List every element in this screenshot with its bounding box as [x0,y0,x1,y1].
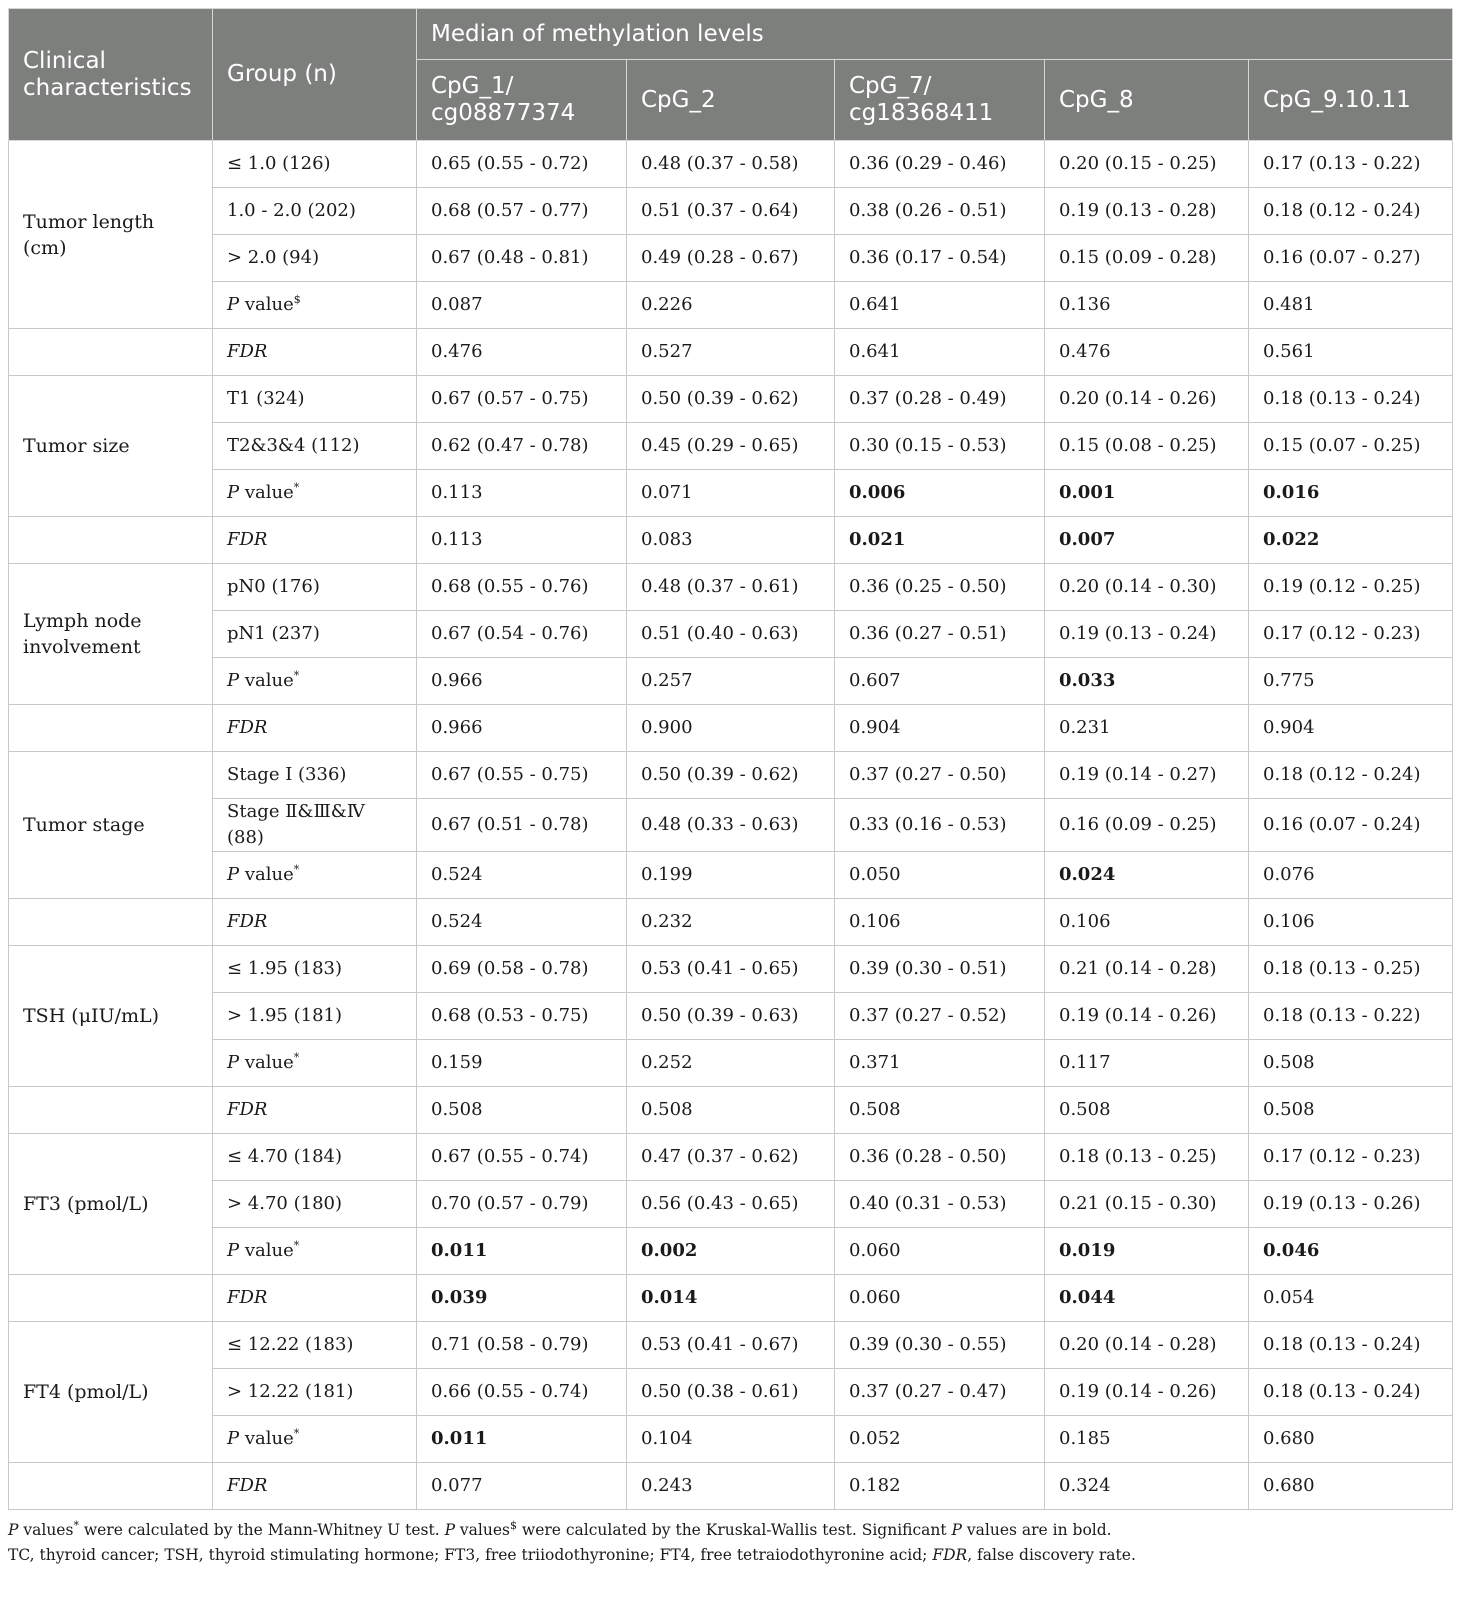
category-label: Tumor length (cm) [9,141,213,329]
fdr-label: FDR [213,1087,417,1134]
fdr-value: 0.324 [1045,1463,1249,1510]
header-clinical: Clinical characteristics [9,9,213,141]
table-row [9,993,1453,1040]
fdr-value: 0.508 [835,1087,1045,1134]
median-value: 0.15 (0.09 - 0.28) [1045,235,1249,282]
median-value: 0.48 (0.37 - 0.61) [627,564,835,611]
median-value: 0.47 (0.37 - 0.62) [627,1134,835,1181]
median-value: 0.67 (0.57 - 0.75) [417,376,627,423]
p-value-word: value [239,1240,294,1261]
p-value-row [9,282,1453,329]
p-value-row [9,470,1453,517]
p-letter: P [227,1428,240,1449]
fdr-label: FDR [213,1463,417,1510]
fdr-empty-cell [9,1087,213,1134]
p-value: 0.199 [627,852,835,899]
fdr-value: 0.904 [1249,705,1453,752]
p-value-label [213,658,417,705]
p-value: 0.966 [417,658,627,705]
fdr-label: FDR [213,1275,417,1322]
p-value: 0.006 [835,470,1045,517]
footnote-line-1 [8,1518,1452,1543]
median-value: 0.71 (0.58 - 0.79) [417,1322,627,1369]
footnote-text: , false discovery rate. [967,1546,1136,1564]
p-letter: P [227,864,240,885]
p-mark: * [293,1239,300,1252]
fdr-value: 0.641 [835,329,1045,376]
group-label: pN0 (176) [213,564,417,611]
footnote-text: P [951,1521,962,1539]
median-value: 0.67 (0.55 - 0.74) [417,1134,627,1181]
p-value-label [213,470,417,517]
median-value: 0.20 (0.14 - 0.30) [1045,564,1249,611]
median-value: 0.19 (0.13 - 0.26) [1249,1181,1453,1228]
category-label: Tumor stage [9,752,213,899]
table-row [9,1181,1453,1228]
fdr-value: 0.021 [835,517,1045,564]
p-value: 0.257 [627,658,835,705]
fdr-value: 0.900 [627,705,835,752]
fdr-value: 0.476 [1045,329,1249,376]
median-value: 0.39 (0.30 - 0.55) [835,1322,1045,1369]
median-value: 0.15 (0.08 - 0.25) [1045,423,1249,470]
median-value: 0.66 (0.55 - 0.74) [417,1369,627,1416]
median-value: 0.67 (0.54 - 0.76) [417,611,627,658]
header-cpg: CpG_2 [627,60,835,141]
p-value: 0.524 [417,852,627,899]
median-value: 0.36 (0.27 - 0.51) [835,611,1045,658]
p-value: 0.011 [417,1228,627,1275]
median-value: 0.19 (0.13 - 0.28) [1045,188,1249,235]
p-value-label [213,1416,417,1463]
table-row [9,423,1453,470]
fdr-empty-cell [9,1275,213,1322]
median-value: 0.51 (0.40 - 0.63) [627,611,835,658]
table-row [9,141,1453,188]
median-value: 0.18 (0.13 - 0.25) [1045,1134,1249,1181]
group-label: T2&3&4 (112) [213,423,417,470]
p-value-word: value [239,294,294,315]
p-value: 0.076 [1249,852,1453,899]
p-value: 0.508 [1249,1040,1453,1087]
p-mark: * [293,481,300,494]
fdr-value: 0.039 [417,1275,627,1322]
median-value: 0.30 (0.15 - 0.53) [835,423,1045,470]
p-letter: P [227,294,240,315]
fdr-value: 0.182 [835,1463,1045,1510]
p-value: 0.185 [1045,1416,1249,1463]
category-label: FT3 (pmol/L) [9,1134,213,1275]
p-value: 0.641 [835,282,1045,329]
fdr-value: 0.014 [627,1275,835,1322]
group-label: > 12.22 (181) [213,1369,417,1416]
median-value: 0.50 (0.38 - 0.61) [627,1369,835,1416]
p-value-row [9,658,1453,705]
p-value-row [9,1040,1453,1087]
p-value: 0.087 [417,282,627,329]
table-row [9,564,1453,611]
median-value: 0.68 (0.53 - 0.75) [417,993,627,1040]
p-value-label [213,1040,417,1087]
median-value: 0.62 (0.47 - 0.78) [417,423,627,470]
median-value: 0.36 (0.29 - 0.46) [835,141,1045,188]
median-value: 0.36 (0.25 - 0.50) [835,564,1045,611]
median-value: 0.17 (0.13 - 0.22) [1249,141,1453,188]
fdr-value: 0.044 [1045,1275,1249,1322]
p-value: 0.481 [1249,282,1453,329]
p-mark: $ [293,293,301,306]
median-value: 0.18 (0.13 - 0.22) [1249,993,1453,1040]
fdr-row [9,1463,1453,1510]
p-value: 0.011 [417,1416,627,1463]
median-value: 0.21 (0.14 - 0.28) [1045,946,1249,993]
footnote-text: P [444,1521,455,1539]
fdr-value: 0.561 [1249,329,1453,376]
median-value: 0.18 (0.12 - 0.24) [1249,752,1453,799]
p-value: 0.113 [417,470,627,517]
p-value: 0.252 [627,1040,835,1087]
median-value: 0.37 (0.27 - 0.52) [835,993,1045,1040]
fdr-value: 0.476 [417,329,627,376]
table-row [9,799,1453,852]
p-mark: * [293,1051,300,1064]
median-value: 0.48 (0.37 - 0.58) [627,141,835,188]
p-mark: * [293,669,300,682]
p-value-word: value [239,1052,294,1073]
fdr-empty-cell [9,329,213,376]
group-label: T1 (324) [213,376,417,423]
p-value-word: value [239,482,294,503]
fdr-label: FDR [213,517,417,564]
median-value: 0.18 (0.13 - 0.24) [1249,1322,1453,1369]
fdr-value: 0.106 [1045,899,1249,946]
group-label: Stage Ⅱ&Ⅲ&Ⅳ (88) [213,799,417,852]
group-label: pN1 (237) [213,611,417,658]
fdr-value: 0.508 [627,1087,835,1134]
fdr-value: 0.524 [417,899,627,946]
group-label: > 1.95 (181) [213,993,417,1040]
median-value: 0.19 (0.14 - 0.26) [1045,993,1249,1040]
p-value: 0.117 [1045,1040,1249,1087]
p-value-label [213,282,417,329]
table-row [9,235,1453,282]
p-value-word: value [239,670,294,691]
p-value: 0.371 [835,1040,1045,1087]
median-value: 0.16 (0.07 - 0.27) [1249,235,1453,282]
table-row [9,1322,1453,1369]
median-value: 0.19 (0.14 - 0.27) [1045,752,1249,799]
median-value: 0.20 (0.15 - 0.25) [1045,141,1249,188]
footnote-text: were calculated by the Mann-Whitney U test. [78,1521,445,1539]
fdr-value: 0.966 [417,705,627,752]
fdr-row [9,517,1453,564]
median-value: 0.49 (0.28 - 0.67) [627,235,835,282]
median-value: 0.68 (0.57 - 0.77) [417,188,627,235]
median-value: 0.33 (0.16 - 0.53) [835,799,1045,852]
fdr-value: 0.508 [1249,1087,1453,1134]
median-value: 0.36 (0.17 - 0.54) [835,235,1045,282]
median-value: 0.21 (0.15 - 0.30) [1045,1181,1249,1228]
footnote [8,1518,1452,1568]
fdr-value: 0.231 [1045,705,1249,752]
fdr-value: 0.106 [1249,899,1453,946]
group-label: ≤ 1.0 (126) [213,141,417,188]
fdr-empty-cell [9,705,213,752]
footnote-mark: * [73,1518,79,1532]
median-value: 0.70 (0.57 - 0.79) [417,1181,627,1228]
table-body [9,141,1453,1510]
median-value: 0.50 (0.39 - 0.63) [627,993,835,1040]
p-value: 0.060 [835,1228,1045,1275]
median-value: 0.56 (0.43 - 0.65) [627,1181,835,1228]
fdr-value: 0.680 [1249,1463,1453,1510]
p-value-word: value [239,864,294,885]
p-letter: P [227,482,240,503]
header-cpg: CpG_8 [1045,60,1249,141]
median-value: 0.19 (0.14 - 0.26) [1045,1369,1249,1416]
group-label: ≤ 1.95 (183) [213,946,417,993]
group-label: ≤ 12.22 (183) [213,1322,417,1369]
median-value: 0.18 (0.12 - 0.24) [1249,188,1453,235]
group-label: > 4.70 (180) [213,1181,417,1228]
median-value: 0.67 (0.51 - 0.78) [417,799,627,852]
footnote-text: FDR [932,1546,968,1564]
median-value: 0.20 (0.14 - 0.28) [1045,1322,1249,1369]
p-value: 0.016 [1249,470,1453,517]
median-value: 0.53 (0.41 - 0.65) [627,946,835,993]
p-value: 0.607 [835,658,1045,705]
median-value: 0.50 (0.39 - 0.62) [627,376,835,423]
median-value: 0.67 (0.48 - 0.81) [417,235,627,282]
category-label: Tumor size [9,376,213,517]
median-value: 0.37 (0.27 - 0.50) [835,752,1045,799]
table-row [9,1134,1453,1181]
fdr-row [9,899,1453,946]
fdr-empty-cell [9,1463,213,1510]
table-row [9,1369,1453,1416]
median-value: 0.20 (0.14 - 0.26) [1045,376,1249,423]
fdr-value: 0.054 [1249,1275,1453,1322]
p-letter: P [227,670,240,691]
median-value: 0.68 (0.55 - 0.76) [417,564,627,611]
fdr-row [9,1087,1453,1134]
footnote-text: were calculated by the Kruskal-Wallis test. Significant [517,1521,952,1539]
group-label: Stage Ⅰ (336) [213,752,417,799]
footnote-text: values are in bold. [961,1521,1112,1539]
p-value: 0.071 [627,470,835,517]
fdr-empty-cell [9,517,213,564]
fdr-value: 0.083 [627,517,835,564]
p-value-word: value [239,1428,294,1449]
fdr-value: 0.243 [627,1463,835,1510]
median-value: 0.45 (0.29 - 0.65) [627,423,835,470]
fdr-value: 0.904 [835,705,1045,752]
median-value: 0.37 (0.28 - 0.49) [835,376,1045,423]
p-mark: * [293,1427,300,1440]
median-value: 0.38 (0.26 - 0.51) [835,188,1045,235]
p-value: 0.002 [627,1228,835,1275]
p-value-label [213,1228,417,1275]
p-value: 0.050 [835,852,1045,899]
median-value: 0.51 (0.37 - 0.64) [627,188,835,235]
median-value: 0.69 (0.58 - 0.78) [417,946,627,993]
median-value: 0.40 (0.31 - 0.53) [835,1181,1045,1228]
median-value: 0.53 (0.41 - 0.67) [627,1322,835,1369]
category-label: Lymph node involvement [9,564,213,705]
table-row [9,752,1453,799]
group-label: > 2.0 (94) [213,235,417,282]
median-value: 0.39 (0.30 - 0.51) [835,946,1045,993]
p-value: 0.104 [627,1416,835,1463]
fdr-value: 0.113 [417,517,627,564]
category-label: TSH (μIU/mL) [9,946,213,1087]
median-value: 0.50 (0.39 - 0.62) [627,752,835,799]
group-label: ≤ 4.70 (184) [213,1134,417,1181]
fdr-row [9,705,1453,752]
fdr-value: 0.508 [417,1087,627,1134]
fdr-value: 0.060 [835,1275,1045,1322]
median-value: 0.18 (0.13 - 0.24) [1249,1369,1453,1416]
footnote-text: P [8,1521,19,1539]
table-row [9,946,1453,993]
footnote-text: TC, thyroid cancer; TSH, thyroid stimulating hormone; FT3, free triiodothyronine; FT4, free tetraiodothyronine acid; [8,1546,933,1564]
p-value: 0.159 [417,1040,627,1087]
fdr-value: 0.508 [1045,1087,1249,1134]
fdr-value: 0.232 [627,899,835,946]
p-value: 0.001 [1045,470,1249,517]
header-median: Median of methylation levels [417,9,1453,60]
p-value-label [213,852,417,899]
header-cpg: CpG_9.10.11 [1249,60,1453,141]
median-value: 0.17 (0.12 - 0.23) [1249,1134,1453,1181]
median-value: 0.65 (0.55 - 0.72) [417,141,627,188]
p-value-row [9,852,1453,899]
footnote-line-2 [8,1543,1452,1568]
p-value-row [9,1416,1453,1463]
p-letter: P [227,1052,240,1073]
median-value: 0.15 (0.07 - 0.25) [1249,423,1453,470]
fdr-label: FDR [213,899,417,946]
median-value: 0.17 (0.12 - 0.23) [1249,611,1453,658]
p-value: 0.046 [1249,1228,1453,1275]
median-value: 0.19 (0.12 - 0.25) [1249,564,1453,611]
footnote-mark: $ [510,1518,517,1532]
header-cpg: CpG_1/ cg08877374 [417,60,627,141]
fdr-value: 0.007 [1045,517,1249,564]
median-value: 0.16 (0.07 - 0.24) [1249,799,1453,852]
median-value: 0.19 (0.13 - 0.24) [1045,611,1249,658]
fdr-value: 0.077 [417,1463,627,1510]
p-value: 0.033 [1045,658,1249,705]
p-value-row [9,1228,1453,1275]
p-value: 0.775 [1249,658,1453,705]
p-value: 0.052 [835,1416,1045,1463]
footnote-text: values [455,1521,510,1539]
median-value: 0.67 (0.55 - 0.75) [417,752,627,799]
table-row [9,188,1453,235]
p-value: 0.680 [1249,1416,1453,1463]
fdr-value: 0.022 [1249,517,1453,564]
table-container [8,8,1452,1568]
table-header [9,9,1453,141]
table-row [9,611,1453,658]
fdr-label: FDR [213,705,417,752]
p-value: 0.226 [627,282,835,329]
header-cpg: CpG_7/ cg18368411 [835,60,1045,141]
fdr-row [9,1275,1453,1322]
p-letter: P [227,1240,240,1261]
p-value: 0.136 [1045,282,1249,329]
footnote-text: values [18,1521,74,1539]
fdr-row [9,329,1453,376]
p-value: 0.024 [1045,852,1249,899]
fdr-value: 0.527 [627,329,835,376]
table-row [9,376,1453,423]
category-label: FT4 (pmol/L) [9,1322,213,1463]
p-mark: * [293,863,300,876]
fdr-empty-cell [9,899,213,946]
fdr-value: 0.106 [835,899,1045,946]
fdr-label: FDR [213,329,417,376]
median-value: 0.16 (0.09 - 0.25) [1045,799,1249,852]
header-group: Group (n) [213,9,417,141]
methylation-table [8,8,1453,1510]
median-value: 0.37 (0.27 - 0.47) [835,1369,1045,1416]
median-value: 0.36 (0.28 - 0.50) [835,1134,1045,1181]
median-value: 0.48 (0.33 - 0.63) [627,799,835,852]
p-value: 0.019 [1045,1228,1249,1275]
group-label: 1.0 - 2.0 (202) [213,188,417,235]
median-value: 0.18 (0.13 - 0.24) [1249,376,1453,423]
median-value: 0.18 (0.13 - 0.25) [1249,946,1453,993]
